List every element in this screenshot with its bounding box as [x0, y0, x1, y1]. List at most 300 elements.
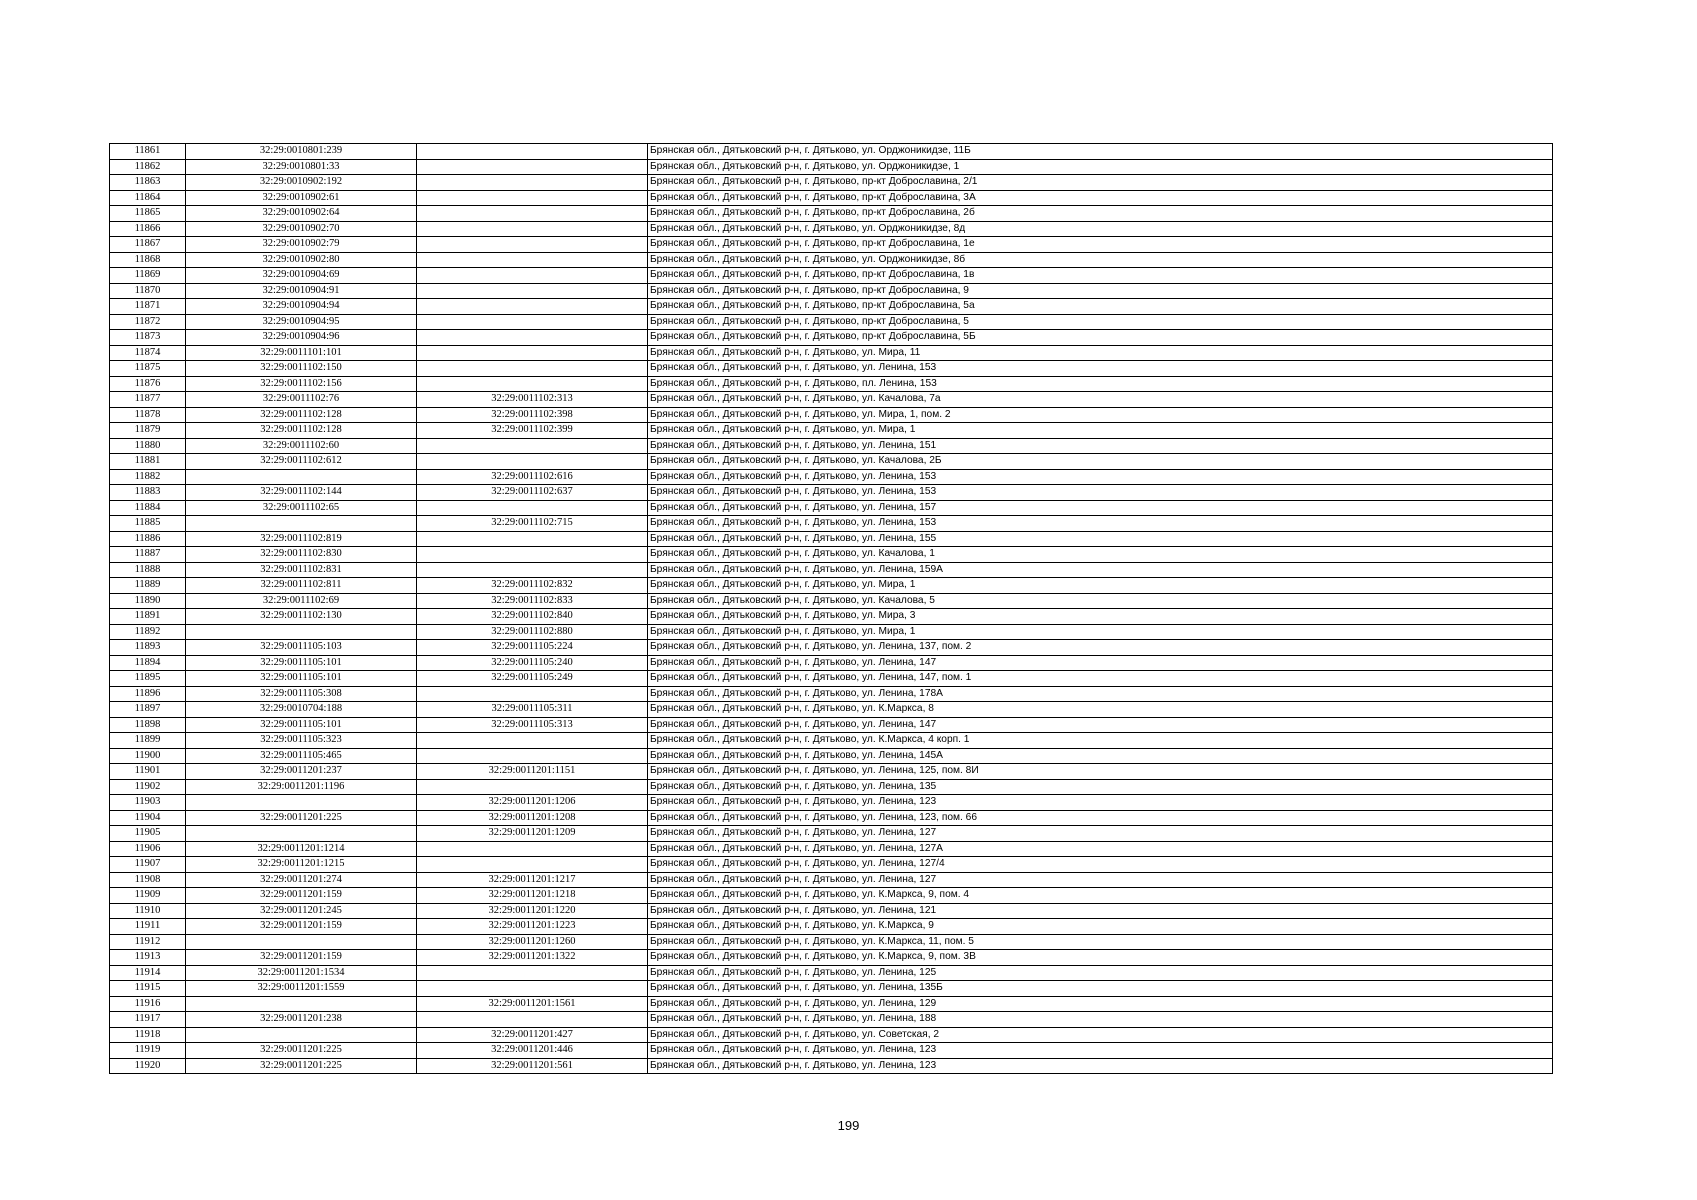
row-number-cell: 11901 [110, 764, 186, 780]
address-cell: Брянская обл., Дятьковский р-н, г. Дятьково, пр-кт Доброславина, 2б [648, 206, 1553, 222]
table-row [110, 671, 1553, 687]
table-row [110, 934, 1553, 950]
row-number-cell: 11879 [110, 423, 186, 439]
table-row [110, 454, 1553, 470]
row-number-cell: 11919 [110, 1043, 186, 1059]
building-cadastral-number-cell [417, 965, 648, 981]
row-number-cell: 11903 [110, 795, 186, 811]
land-cadastral-number-cell: 32:29:0010904:96 [186, 330, 417, 346]
row-number-cell: 11863 [110, 175, 186, 191]
table-row [110, 1058, 1553, 1074]
address-cell: Брянская обл., Дятьковский р-н, г. Дятьково, ул. Ленина, 153 [648, 361, 1553, 377]
row-number-cell: 11889 [110, 578, 186, 594]
land-cadastral-number-cell: 32:29:0011105:101 [186, 671, 417, 687]
building-cadastral-number-cell [417, 361, 648, 377]
address-cell: Брянская обл., Дятьковский р-н, г. Дятьково, ул. Ленина, 127/4 [648, 857, 1553, 873]
table-row [110, 190, 1553, 206]
address-cell: Брянская обл., Дятьковский р-н, г. Дятьково, ул. Ленина, 153 [648, 469, 1553, 485]
table-row [110, 965, 1553, 981]
address-cell: Брянская обл., Дятьковский р-н, г. Дятьково, ул. Ленина, 155 [648, 531, 1553, 547]
table-row [110, 376, 1553, 392]
address-cell: Брянская обл., Дятьковский р-н, г. Дятьково, ул. Ленина, 151 [648, 438, 1553, 454]
building-cadastral-number-cell: 32:29:0011201:1217 [417, 872, 648, 888]
land-cadastral-number-cell: 32:29:0011102:65 [186, 500, 417, 516]
address-cell: Брянская обл., Дятьковский р-н, г. Дятьково, ул. Мира, 3 [648, 609, 1553, 625]
land-cadastral-number-cell: 32:29:0010902:80 [186, 252, 417, 268]
land-cadastral-number-cell: 32:29:0011102:130 [186, 609, 417, 625]
land-cadastral-number-cell: 32:29:0010904:69 [186, 268, 417, 284]
row-number-cell: 11916 [110, 996, 186, 1012]
row-number-cell: 11871 [110, 299, 186, 315]
land-cadastral-number-cell: 32:29:0011201:1534 [186, 965, 417, 981]
building-cadastral-number-cell: 32:29:0011102:833 [417, 593, 648, 609]
row-number-cell: 11902 [110, 779, 186, 795]
building-cadastral-number-cell [417, 562, 648, 578]
row-number-cell: 11864 [110, 190, 186, 206]
land-cadastral-number-cell [186, 826, 417, 842]
building-cadastral-number-cell: 32:29:0011201:1218 [417, 888, 648, 904]
address-cell: Брянская обл., Дятьковский р-н, г. Дятьково, ул. Орджоникидзе, 8д [648, 221, 1553, 237]
table-row [110, 252, 1553, 268]
row-number-cell: 11861 [110, 144, 186, 160]
building-cadastral-number-cell [417, 330, 648, 346]
land-cadastral-number-cell: 32:29:0011201:159 [186, 888, 417, 904]
building-cadastral-number-cell [417, 345, 648, 361]
row-number-cell: 11907 [110, 857, 186, 873]
table-row [110, 314, 1553, 330]
address-cell: Брянская обл., Дятьковский р-н, г. Дятьково, ул. Ленина, 159А [648, 562, 1553, 578]
land-cadastral-number-cell: 32:29:0010902:64 [186, 206, 417, 222]
building-cadastral-number-cell [417, 748, 648, 764]
registry-table [109, 143, 1553, 1074]
land-cadastral-number-cell: 32:29:0010801:33 [186, 159, 417, 175]
address-cell: Брянская обл., Дятьковский р-н, г. Дятьково, ул. Качалова, 5 [648, 593, 1553, 609]
address-cell: Брянская обл., Дятьковский р-н, г. Дятьково, ул. Ленина, 129 [648, 996, 1553, 1012]
land-cadastral-number-cell: 32:29:0011201:1215 [186, 857, 417, 873]
table-row [110, 903, 1553, 919]
row-number-cell: 11886 [110, 531, 186, 547]
building-cadastral-number-cell: 32:29:0011102:840 [417, 609, 648, 625]
table-row [110, 950, 1553, 966]
table-row [110, 547, 1553, 563]
land-cadastral-number-cell: 32:29:0011201:1559 [186, 981, 417, 997]
table-row [110, 423, 1553, 439]
row-number-cell: 11876 [110, 376, 186, 392]
land-cadastral-number-cell: 32:29:0011102:150 [186, 361, 417, 377]
address-cell: Брянская обл., Дятьковский р-н, г. Дятьково, ул. Ленина, 123 [648, 1043, 1553, 1059]
address-cell: Брянская обл., Дятьковский р-н, г. Дятьково, ул. К.Маркса, 9, пом. 3В [648, 950, 1553, 966]
address-cell: Брянская обл., Дятьковский р-н, г. Дятьково, пр-кт Доброславина, 5а [648, 299, 1553, 315]
building-cadastral-number-cell: 32:29:0011201:1220 [417, 903, 648, 919]
address-cell: Брянская обл., Дятьковский р-н, г. Дятьково, ул. К.Маркса, 4 корп. 1 [648, 733, 1553, 749]
row-number-cell: 11920 [110, 1058, 186, 1074]
address-cell: Брянская обл., Дятьковский р-н, г. Дятьково, ул. Ленина, 127 [648, 826, 1553, 842]
table-row [110, 655, 1553, 671]
table-row [110, 779, 1553, 795]
table-row [110, 1027, 1553, 1043]
building-cadastral-number-cell [417, 454, 648, 470]
table-row [110, 872, 1553, 888]
address-cell: Брянская обл., Дятьковский р-н, г. Дятьково, ул. Ленина, 153 [648, 516, 1553, 532]
address-cell: Брянская обл., Дятьковский р-н, г. Дятьково, ул. Орджоникидзе, 11Б [648, 144, 1553, 160]
table-row [110, 578, 1553, 594]
building-cadastral-number-cell [417, 252, 648, 268]
row-number-cell: 11867 [110, 237, 186, 253]
table-row [110, 1043, 1553, 1059]
address-cell: Брянская обл., Дятьковский р-н, г. Дятьково, ул. К.Маркса, 9 [648, 919, 1553, 935]
table-row [110, 686, 1553, 702]
land-cadastral-number-cell: 32:29:0011102:144 [186, 485, 417, 501]
address-cell: Брянская обл., Дятьковский р-н, г. Дятьково, пл. Ленина, 153 [648, 376, 1553, 392]
land-cadastral-number-cell: 32:29:0011201:159 [186, 919, 417, 935]
land-cadastral-number-cell: 32:29:0011102:831 [186, 562, 417, 578]
land-cadastral-number-cell [186, 1027, 417, 1043]
row-number-cell: 11905 [110, 826, 186, 842]
building-cadastral-number-cell: 32:29:0011201:1206 [417, 795, 648, 811]
table-row [110, 144, 1553, 160]
address-cell: Брянская обл., Дятьковский р-н, г. Дятьково, ул. Ленина, 135 [648, 779, 1553, 795]
row-number-cell: 11891 [110, 609, 186, 625]
address-cell: Брянская обл., Дятьковский р-н, г. Дятьково, пр-кт Доброславина, 5Б [648, 330, 1553, 346]
row-number-cell: 11875 [110, 361, 186, 377]
land-cadastral-number-cell: 32:29:0010801:239 [186, 144, 417, 160]
land-cadastral-number-cell: 32:29:0010904:95 [186, 314, 417, 330]
table-row [110, 283, 1553, 299]
building-cadastral-number-cell: 32:29:0011201:561 [417, 1058, 648, 1074]
building-cadastral-number-cell [417, 237, 648, 253]
address-cell: Брянская обл., Дятьковский р-н, г. Дятьково, ул. Ленина, 123, пом. 66 [648, 810, 1553, 826]
row-number-cell: 11917 [110, 1012, 186, 1028]
table-row [110, 345, 1553, 361]
land-cadastral-number-cell: 32:29:0011105:101 [186, 655, 417, 671]
table-row [110, 996, 1553, 1012]
address-cell: Брянская обл., Дятьковский р-н, г. Дятьково, ул. Советская, 2 [648, 1027, 1553, 1043]
row-number-cell: 11866 [110, 221, 186, 237]
row-number-cell: 11918 [110, 1027, 186, 1043]
address-cell: Брянская обл., Дятьковский р-н, г. Дятьково, ул. Качалова, 2Б [648, 454, 1553, 470]
land-cadastral-number-cell: 32:29:0010904:91 [186, 283, 417, 299]
row-number-cell: 11914 [110, 965, 186, 981]
land-cadastral-number-cell: 32:29:0011201:1196 [186, 779, 417, 795]
address-cell: Брянская обл., Дятьковский р-н, г. Дятьково, ул. Ленина, 147, пом. 1 [648, 671, 1553, 687]
address-cell: Брянская обл., Дятьковский р-н, г. Дятьково, ул. Ленина, 125 [648, 965, 1553, 981]
row-number-cell: 11868 [110, 252, 186, 268]
building-cadastral-number-cell [417, 500, 648, 516]
row-number-cell: 11911 [110, 919, 186, 935]
building-cadastral-number-cell [417, 314, 648, 330]
building-cadastral-number-cell [417, 857, 648, 873]
land-cadastral-number-cell: 32:29:0011102:830 [186, 547, 417, 563]
row-number-cell: 11882 [110, 469, 186, 485]
table-row [110, 857, 1553, 873]
land-cadastral-number-cell: 32:29:0010902:70 [186, 221, 417, 237]
address-cell: Брянская обл., Дятьковский р-н, г. Дятьково, ул. Ленина, 125, пом. 8И [648, 764, 1553, 780]
table-row [110, 361, 1553, 377]
table-row [110, 531, 1553, 547]
row-number-cell: 11895 [110, 671, 186, 687]
address-cell: Брянская обл., Дятьковский р-н, г. Дятьково, ул. Мира, 11 [648, 345, 1553, 361]
table-row [110, 733, 1553, 749]
address-cell: Брянская обл., Дятьковский р-н, г. Дятьково, ул. Ленина, 147 [648, 717, 1553, 733]
address-cell: Брянская обл., Дятьковский р-н, г. Дятьково, ул. К.Маркса, 8 [648, 702, 1553, 718]
building-cadastral-number-cell [417, 144, 648, 160]
building-cadastral-number-cell: 32:29:0011102:880 [417, 624, 648, 640]
address-cell: Брянская обл., Дятьковский р-н, г. Дятьково, ул. Ленина, 127 [648, 872, 1553, 888]
address-cell: Брянская обл., Дятьковский р-н, г. Дятьково, пр-кт Доброславина, 3А [648, 190, 1553, 206]
row-number-cell: 11873 [110, 330, 186, 346]
land-cadastral-number-cell: 32:29:0011101:101 [186, 345, 417, 361]
address-cell: Брянская обл., Дятьковский р-н, г. Дятьково, ул. Ленина, 123 [648, 1058, 1553, 1074]
row-number-cell: 11904 [110, 810, 186, 826]
table-row [110, 237, 1553, 253]
table-row [110, 888, 1553, 904]
table-row [110, 717, 1553, 733]
land-cadastral-number-cell: 32:29:0011105:308 [186, 686, 417, 702]
building-cadastral-number-cell: 32:29:0011102:616 [417, 469, 648, 485]
land-cadastral-number-cell: 32:29:0011201:245 [186, 903, 417, 919]
address-cell: Брянская обл., Дятьковский р-н, г. Дятьково, ул. Ленина, 137, пом. 2 [648, 640, 1553, 656]
table-row [110, 981, 1553, 997]
row-number-cell: 11892 [110, 624, 186, 640]
building-cadastral-number-cell: 32:29:0011102:832 [417, 578, 648, 594]
land-cadastral-number-cell: 32:29:0011102:60 [186, 438, 417, 454]
address-cell: Брянская обл., Дятьковский р-н, г. Дятьково, ул. Мира, 1 [648, 578, 1553, 594]
land-cadastral-number-cell: 32:29:0011102:128 [186, 423, 417, 439]
building-cadastral-number-cell [417, 438, 648, 454]
building-cadastral-number-cell [417, 268, 648, 284]
table-row [110, 640, 1553, 656]
table-row [110, 810, 1553, 826]
table-row [110, 609, 1553, 625]
building-cadastral-number-cell: 32:29:0011102:398 [417, 407, 648, 423]
row-number-cell: 11883 [110, 485, 186, 501]
table-row [110, 469, 1553, 485]
building-cadastral-number-cell [417, 547, 648, 563]
row-number-cell: 11890 [110, 593, 186, 609]
row-number-cell: 11899 [110, 733, 186, 749]
building-cadastral-number-cell: 32:29:0011201:1223 [417, 919, 648, 935]
address-cell: Брянская обл., Дятьковский р-н, г. Дятьково, ул. Мира, 1 [648, 423, 1553, 439]
address-cell: Брянская обл., Дятьковский р-н, г. Дятьково, ул. Качалова, 1 [648, 547, 1553, 563]
building-cadastral-number-cell: 32:29:0011102:399 [417, 423, 648, 439]
land-cadastral-number-cell: 32:29:0011105:465 [186, 748, 417, 764]
row-number-cell: 11869 [110, 268, 186, 284]
land-cadastral-number-cell: 32:29:0011201:159 [186, 950, 417, 966]
land-cadastral-number-cell [186, 795, 417, 811]
registry-table-body [110, 144, 1553, 1074]
table-row [110, 221, 1553, 237]
building-cadastral-number-cell [417, 733, 648, 749]
row-number-cell: 11898 [110, 717, 186, 733]
land-cadastral-number-cell: 32:29:0011102:128 [186, 407, 417, 423]
address-cell: Брянская обл., Дятьковский р-н, г. Дятьково, ул. К.Маркса, 9, пом. 4 [648, 888, 1553, 904]
building-cadastral-number-cell: 32:29:0011102:637 [417, 485, 648, 501]
row-number-cell: 11884 [110, 500, 186, 516]
table-row [110, 702, 1553, 718]
row-number-cell: 11872 [110, 314, 186, 330]
building-cadastral-number-cell: 32:29:0011105:249 [417, 671, 648, 687]
building-cadastral-number-cell: 32:29:0011201:1322 [417, 950, 648, 966]
table-row [110, 438, 1553, 454]
table-row [110, 795, 1553, 811]
table-row [110, 392, 1553, 408]
row-number-cell: 11880 [110, 438, 186, 454]
building-cadastral-number-cell [417, 531, 648, 547]
land-cadastral-number-cell: 32:29:0011102:76 [186, 392, 417, 408]
table-row [110, 268, 1553, 284]
building-cadastral-number-cell: 32:29:0011102:715 [417, 516, 648, 532]
row-number-cell: 11878 [110, 407, 186, 423]
row-number-cell: 11900 [110, 748, 186, 764]
building-cadastral-number-cell: 32:29:0011105:224 [417, 640, 648, 656]
table-row [110, 826, 1553, 842]
address-cell: Брянская обл., Дятьковский р-н, г. Дятьково, пр-кт Доброславина, 5 [648, 314, 1553, 330]
building-cadastral-number-cell [417, 299, 648, 315]
building-cadastral-number-cell: 32:29:0011105:311 [417, 702, 648, 718]
land-cadastral-number-cell: 32:29:0011201:225 [186, 1058, 417, 1074]
row-number-cell: 11881 [110, 454, 186, 470]
address-cell: Брянская обл., Дятьковский р-н, г. Дятьково, ул. Ленина, 127А [648, 841, 1553, 857]
land-cadastral-number-cell: 32:29:0011105:103 [186, 640, 417, 656]
land-cadastral-number-cell: 32:29:0010704:188 [186, 702, 417, 718]
land-cadastral-number-cell: 32:29:0011102:819 [186, 531, 417, 547]
land-cadastral-number-cell [186, 624, 417, 640]
land-cadastral-number-cell: 32:29:0011102:612 [186, 454, 417, 470]
row-number-cell: 11893 [110, 640, 186, 656]
address-cell: Брянская обл., Дятьковский р-н, г. Дятьково, ул. Орджоникидзе, 1 [648, 159, 1553, 175]
building-cadastral-number-cell [417, 981, 648, 997]
address-cell: Брянская обл., Дятьковский р-н, г. Дятьково, ул. Ленина, 157 [648, 500, 1553, 516]
table-row [110, 500, 1553, 516]
land-cadastral-number-cell [186, 996, 417, 1012]
building-cadastral-number-cell: 32:29:0011105:240 [417, 655, 648, 671]
address-cell: Брянская обл., Дятьковский р-н, г. Дятьково, пр-кт Доброславина, 2/1 [648, 175, 1553, 191]
address-cell: Брянская обл., Дятьковский р-н, г. Дятьково, пр-кт Доброславина, 1в [648, 268, 1553, 284]
table-row [110, 748, 1553, 764]
row-number-cell: 11896 [110, 686, 186, 702]
building-cadastral-number-cell [417, 283, 648, 299]
table-row [110, 562, 1553, 578]
row-number-cell: 11909 [110, 888, 186, 904]
building-cadastral-number-cell [417, 376, 648, 392]
row-number-cell: 11915 [110, 981, 186, 997]
row-number-cell: 11887 [110, 547, 186, 563]
table-row [110, 1012, 1553, 1028]
land-cadastral-number-cell: 32:29:0011201:238 [186, 1012, 417, 1028]
row-number-cell: 11865 [110, 206, 186, 222]
building-cadastral-number-cell [417, 841, 648, 857]
table-row [110, 175, 1553, 191]
land-cadastral-number-cell: 32:29:0011201:274 [186, 872, 417, 888]
table-row [110, 764, 1553, 780]
land-cadastral-number-cell: 32:29:0011201:225 [186, 1043, 417, 1059]
table-row [110, 330, 1553, 346]
building-cadastral-number-cell: 32:29:0011105:313 [417, 717, 648, 733]
address-cell: Брянская обл., Дятьковский р-н, г. Дятьково, ул. Мира, 1 [648, 624, 1553, 640]
table-row [110, 485, 1553, 501]
building-cadastral-number-cell: 32:29:0011201:1208 [417, 810, 648, 826]
address-cell: Брянская обл., Дятьковский р-н, г. Дятьково, ул. Качалова, 7а [648, 392, 1553, 408]
building-cadastral-number-cell: 32:29:0011102:313 [417, 392, 648, 408]
row-number-cell: 11897 [110, 702, 186, 718]
address-cell: Брянская обл., Дятьковский р-н, г. Дятьково, пр-кт Доброславина, 1е [648, 237, 1553, 253]
land-cadastral-number-cell [186, 516, 417, 532]
land-cadastral-number-cell [186, 934, 417, 950]
land-cadastral-number-cell: 32:29:0011201:237 [186, 764, 417, 780]
land-cadastral-number-cell: 32:29:0010902:192 [186, 175, 417, 191]
table-row [110, 593, 1553, 609]
address-cell: Брянская обл., Дятьковский р-н, г. Дятьково, ул. Мира, 1, пом. 2 [648, 407, 1553, 423]
address-cell: Брянская обл., Дятьковский р-н, г. Дятьково, ул. Ленина, 135Б [648, 981, 1553, 997]
table-row [110, 299, 1553, 315]
land-cadastral-number-cell [186, 469, 417, 485]
building-cadastral-number-cell [417, 779, 648, 795]
land-cadastral-number-cell: 32:29:0011201:1214 [186, 841, 417, 857]
address-cell: Брянская обл., Дятьковский р-н, г. Дятьково, ул. К.Маркса, 11, пом. 5 [648, 934, 1553, 950]
land-cadastral-number-cell: 32:29:0011105:323 [186, 733, 417, 749]
building-cadastral-number-cell: 32:29:0011201:1561 [417, 996, 648, 1012]
row-number-cell: 11870 [110, 283, 186, 299]
building-cadastral-number-cell [417, 159, 648, 175]
building-cadastral-number-cell [417, 221, 648, 237]
land-cadastral-number-cell: 32:29:0011102:156 [186, 376, 417, 392]
building-cadastral-number-cell: 32:29:0011201:1151 [417, 764, 648, 780]
row-number-cell: 11906 [110, 841, 186, 857]
building-cadastral-number-cell: 32:29:0011201:1209 [417, 826, 648, 842]
land-cadastral-number-cell: 32:29:0010904:94 [186, 299, 417, 315]
address-cell: Брянская обл., Дятьковский р-н, г. Дятьково, ул. Ленина, 121 [648, 903, 1553, 919]
land-cadastral-number-cell: 32:29:0011102:69 [186, 593, 417, 609]
land-cadastral-number-cell: 32:29:0010902:79 [186, 237, 417, 253]
land-cadastral-number-cell: 32:29:0011102:811 [186, 578, 417, 594]
address-cell: Брянская обл., Дятьковский р-н, г. Дятьково, ул. Ленина, 147 [648, 655, 1553, 671]
table-row [110, 206, 1553, 222]
row-number-cell: 11888 [110, 562, 186, 578]
land-cadastral-number-cell: 32:29:0010902:61 [186, 190, 417, 206]
address-cell: Брянская обл., Дятьковский р-н, г. Дятьково, ул. Ленина, 123 [648, 795, 1553, 811]
address-cell: Брянская обл., Дятьковский р-н, г. Дятьково, ул. Ленина, 178А [648, 686, 1553, 702]
address-cell: Брянская обл., Дятьковский р-н, г. Дятьково, ул. Ленина, 188 [648, 1012, 1553, 1028]
land-cadastral-number-cell: 32:29:0011201:225 [186, 810, 417, 826]
page-number: 199 [837, 1118, 860, 1133]
table-row [110, 624, 1553, 640]
row-number-cell: 11862 [110, 159, 186, 175]
building-cadastral-number-cell: 32:29:0011201:427 [417, 1027, 648, 1043]
building-cadastral-number-cell: 32:29:0011201:446 [417, 1043, 648, 1059]
address-cell: Брянская обл., Дятьковский р-н, г. Дятьково, ул. Ленина, 153 [648, 485, 1553, 501]
table-row [110, 841, 1553, 857]
building-cadastral-number-cell [417, 686, 648, 702]
address-cell: Брянская обл., Дятьковский р-н, г. Дятьково, ул. Орджоникидзе, 8б [648, 252, 1553, 268]
land-cadastral-number-cell: 32:29:0011105:101 [186, 717, 417, 733]
building-cadastral-number-cell [417, 175, 648, 191]
table-row [110, 159, 1553, 175]
building-cadastral-number-cell [417, 190, 648, 206]
building-cadastral-number-cell: 32:29:0011201:1260 [417, 934, 648, 950]
address-cell: Брянская обл., Дятьковский р-н, г. Дятьково, ул. Ленина, 145А [648, 748, 1553, 764]
row-number-cell: 11874 [110, 345, 186, 361]
address-cell: Брянская обл., Дятьковский р-н, г. Дятьково, пр-кт Доброславина, 9 [648, 283, 1553, 299]
row-number-cell: 11910 [110, 903, 186, 919]
row-number-cell: 11912 [110, 934, 186, 950]
row-number-cell: 11913 [110, 950, 186, 966]
table-row [110, 407, 1553, 423]
row-number-cell: 11885 [110, 516, 186, 532]
table-row [110, 516, 1553, 532]
table-row [110, 919, 1553, 935]
row-number-cell: 11908 [110, 872, 186, 888]
row-number-cell: 11894 [110, 655, 186, 671]
